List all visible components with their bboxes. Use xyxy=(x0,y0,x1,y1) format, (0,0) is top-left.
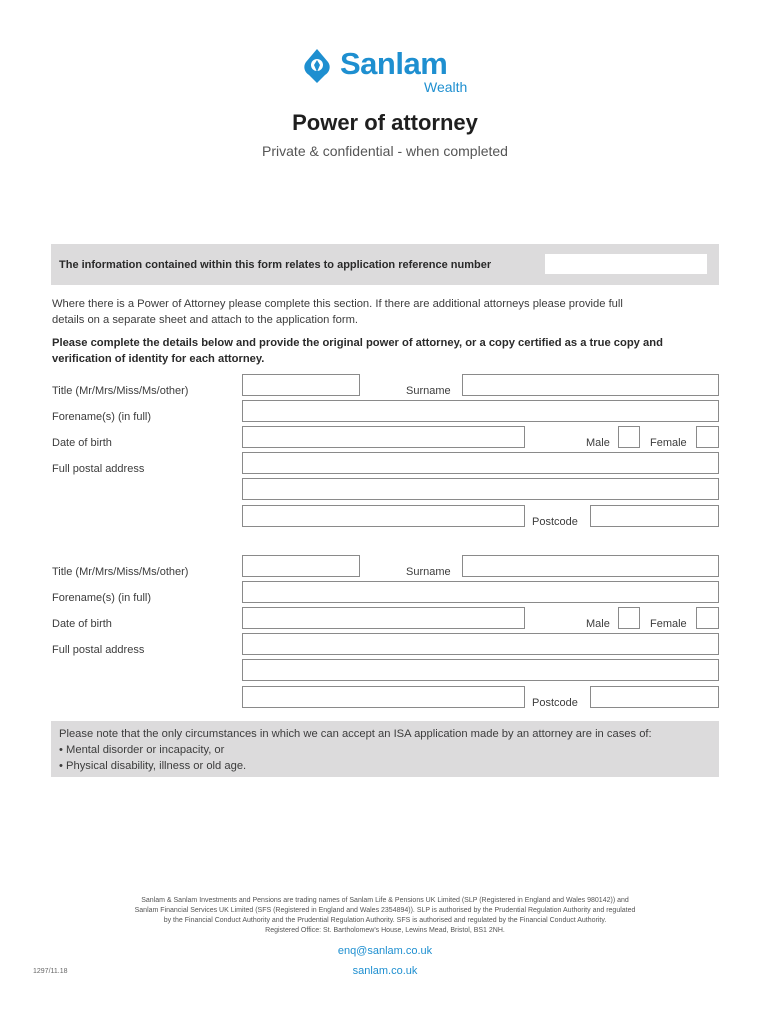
page-subtitle: Private & confidential - when completed xyxy=(262,143,508,159)
surname-field[interactable] xyxy=(462,374,719,396)
postcode-field[interactable] xyxy=(590,505,719,527)
address-label: Full postal address xyxy=(52,463,145,475)
surname-field[interactable] xyxy=(462,555,719,577)
male-label: Male xyxy=(586,618,610,630)
note-text: Please note that the only circumstances in which we can accept an ISA application made by an attorney are in cases of: xyxy=(59,728,652,740)
email-link[interactable]: enq@sanlam.co.uk xyxy=(337,945,433,957)
legal-line-1: Sanlam & Sanlam Investments and Pensions are trading names of Sanlam Life & Pensions UK Limited (SLP (Registered in England and Wales 980142)) and xyxy=(141,897,629,904)
intro-bold-line-1: Please complete the details below and provide the original power of attorney, or a copy certified as a true copy and xyxy=(52,337,663,349)
logo-wordmark: Sanlam xyxy=(340,46,448,81)
male-label: Male xyxy=(586,437,610,449)
title-field[interactable] xyxy=(242,374,360,396)
title-label: Title (Mr/Mrs/Miss/Ms/other) xyxy=(52,566,189,578)
legal-line-2: Sanlam Financial Services UK Limited (SFS (Registered in England and Wales 2354894)). SLP is authorised by the Prudential Regulation Authority and regulated xyxy=(134,907,636,914)
forename-label: Forename(s) (in full) xyxy=(52,411,152,423)
intro-line-1: Where there is a Power of Attorney please complete this section. If there are additional attorneys please provide full xyxy=(52,298,623,310)
intro-bold-text xyxy=(52,335,720,367)
dob-label: Date of birth xyxy=(52,437,112,449)
postcode-label: Postcode xyxy=(532,516,578,528)
address-line-2-field[interactable] xyxy=(242,478,719,500)
page-title: Power of attorney xyxy=(292,110,478,135)
address-label: Full postal address xyxy=(52,644,145,656)
reference-number-field[interactable] xyxy=(545,254,707,274)
address-line-3-field[interactable] xyxy=(242,505,525,527)
postcode-label: Postcode xyxy=(532,697,578,709)
legal-line-3: by the Financial Conduct Authority and the Prudential Regulation Authority. SFS is authorised and regulated by the Financial Conduct Authority. xyxy=(163,917,607,924)
surname-label: Surname xyxy=(406,566,451,578)
title-field[interactable] xyxy=(242,555,360,577)
female-checkbox[interactable] xyxy=(696,426,719,448)
postcode-field[interactable] xyxy=(590,686,719,708)
note-bullet-2: • Physical disability, illness or old age. xyxy=(59,760,247,772)
title-label: Title (Mr/Mrs/Miss/Ms/other) xyxy=(52,385,189,397)
address-line-1-field[interactable] xyxy=(242,633,719,655)
address-line-1-field[interactable] xyxy=(242,452,719,474)
dob-field[interactable] xyxy=(242,607,525,629)
forename-field[interactable] xyxy=(242,581,719,603)
intro-line-2: details on a separate sheet and attach to the application form. xyxy=(52,314,358,326)
dob-label: Date of birth xyxy=(52,618,112,630)
address-line-3-field[interactable] xyxy=(242,686,525,708)
intro-text xyxy=(52,296,720,328)
intro-bold-line-2: verification of identity for each attorney. xyxy=(52,353,265,365)
address-line-2-field[interactable] xyxy=(242,659,719,681)
forename-label: Forename(s) (in full) xyxy=(52,592,152,604)
sanlam-emblem-icon xyxy=(300,48,334,84)
legal-line-4: Registered Office: St. Bartholomew's House, Lewins Mead, Bristol, BS1 2NH. xyxy=(265,927,505,934)
note-bullet-1: • Mental disorder or incapacity, or xyxy=(59,744,225,756)
dob-field[interactable] xyxy=(242,426,525,448)
reference-bar xyxy=(51,244,719,285)
legal-footer xyxy=(60,896,710,936)
surname-label: Surname xyxy=(406,385,451,397)
female-label: Female xyxy=(650,437,687,449)
logo-subtitle: Wealth xyxy=(424,79,468,95)
isa-note xyxy=(51,721,719,777)
reference-label: The information contained within this form relates to application reference number xyxy=(59,259,492,271)
female-label: Female xyxy=(650,618,687,630)
male-checkbox[interactable] xyxy=(618,426,640,448)
forename-field[interactable] xyxy=(242,400,719,422)
form-code: 1297/11.18 xyxy=(33,968,68,975)
sanlam-logo xyxy=(300,46,475,98)
male-checkbox[interactable] xyxy=(618,607,640,629)
website-link[interactable]: sanlam.co.uk xyxy=(352,965,418,977)
female-checkbox[interactable] xyxy=(696,607,719,629)
